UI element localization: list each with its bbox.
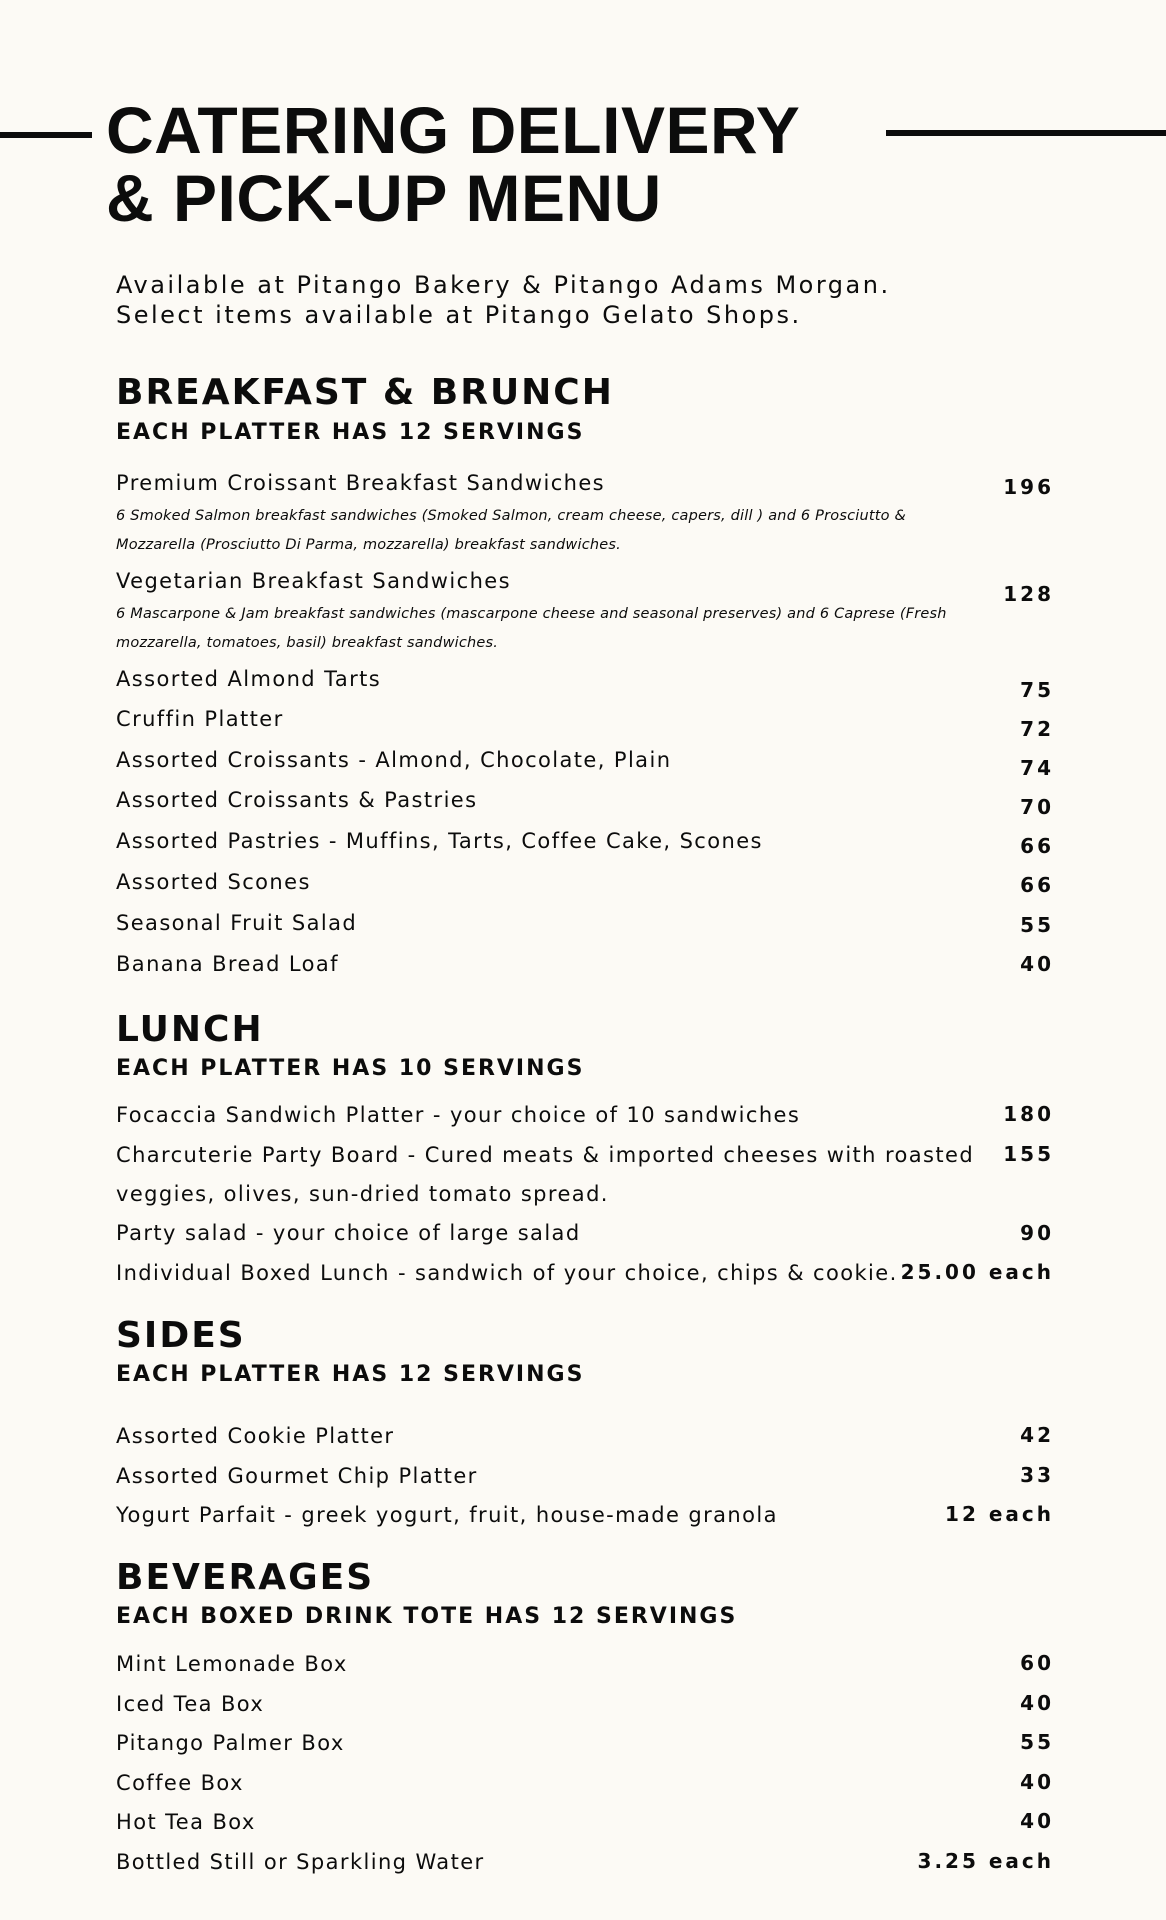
menu-item-price: 60: [1020, 1651, 1054, 1675]
menu-item-description: 6 Mascarpone & Jam breakfast sandwiches (mascarpone cheese and seasonal preserves) and 6 Caprese (Fresh mozzarella, tomatoes, basil) breakfast sandwiches.: [116, 606, 947, 651]
menu-item-name-continued: veggies, olives, sun-dried tomato spread.: [116, 1182, 609, 1206]
menu-item-price: 66: [1020, 873, 1054, 897]
menu-item-name: Charcuterie Party Board - Cured meats & imported cheeses with roasted: [116, 1143, 975, 1167]
menu-item-price: 90: [1020, 1221, 1054, 1245]
title-rule-left: [0, 132, 92, 138]
section-title-beverages: BEVERAGES: [116, 1557, 375, 1598]
menu-item-name: Party salad - your choice of large salad: [116, 1221, 581, 1245]
menu-item-name: Assorted Almond Tarts: [116, 667, 382, 691]
menu-item-price: 55: [1020, 913, 1054, 937]
menu-item-name: Assorted Pastries - Muffins, Tarts, Coffee Cake, Scones: [116, 829, 763, 853]
section-subtitle-lunch: EACH PLATTER HAS 10 SERVINGS: [116, 1056, 585, 1081]
menu-item-price: 12 each: [945, 1502, 1054, 1526]
menu-item-price: 55: [1020, 1730, 1054, 1754]
menu-item-name: Pitango Palmer Box: [116, 1731, 345, 1755]
menu-item-price: 75: [1020, 678, 1054, 702]
menu-item-name: Assorted Croissants - Almond, Chocolate, Plain: [116, 748, 672, 772]
menu-item-name: Individual Boxed Lunch - sandwich of your choice, chips & cookie.: [116, 1261, 898, 1285]
menu-item-name: Seasonal Fruit Salad: [116, 911, 358, 935]
intro-line2: Select items available at Pitango Gelato Shops.: [116, 301, 802, 329]
menu-item-description: 6 Smoked Salmon breakfast sandwiches (Smoked Salmon, cream cheese, capers, dill ) and 6 Prosciutto & Mozzarella (Prosciutto Di Parma, mozzarella) breakfast sandwiches.: [116, 508, 907, 553]
section-title-lunch: LUNCH: [116, 1009, 264, 1050]
menu-item-price: 40: [1020, 1770, 1054, 1794]
menu-item-price: 196: [1003, 475, 1054, 499]
menu-item-price: 3.25 each: [917, 1849, 1054, 1873]
menu-item-name: Mint Lemonade Box: [116, 1652, 348, 1676]
menu-item-name: Hot Tea Box: [116, 1810, 256, 1834]
menu-item-name: Banana Bread Loaf: [116, 952, 339, 976]
section-subtitle-sides: EACH PLATTER HAS 12 SERVINGS: [116, 1362, 585, 1387]
menu-item-price: 180: [1003, 1102, 1054, 1126]
section-title-breakfast: BREAKFAST & BRUNCH: [116, 372, 614, 413]
section-subtitle-breakfast: EACH PLATTER HAS 12 SERVINGS: [116, 420, 585, 445]
menu-item-price: 72: [1020, 717, 1054, 741]
menu-item-price: 66: [1020, 834, 1054, 858]
menu-item-price: 33: [1020, 1463, 1054, 1487]
menu-item-name: Iced Tea Box: [116, 1692, 265, 1716]
menu-item-price: 128: [1003, 582, 1054, 606]
menu-item-name: Premium Croissant Breakfast Sandwiches: [116, 471, 606, 495]
section-title-sides: SIDES: [116, 1315, 246, 1356]
menu-item-price: 25.00 each: [900, 1260, 1054, 1284]
menu-item-price: 70: [1020, 795, 1054, 819]
intro-line1: Available at Pitango Bakery & Pitango Adams Morgan.: [116, 271, 891, 299]
menu-item-name: Assorted Gourmet Chip Platter: [116, 1464, 478, 1488]
menu-item-name: Yogurt Parfait - greek yogurt, fruit, house-made granola: [116, 1503, 778, 1527]
menu-item-price: 155: [1003, 1142, 1054, 1166]
menu-item-name: Bottled Still or Sparkling Water: [116, 1850, 485, 1874]
menu-item-name: Cruffin Platter: [116, 707, 284, 731]
menu-item-price: 74: [1020, 756, 1054, 780]
menu-item-price: 42: [1020, 1423, 1054, 1447]
section-subtitle-beverages: EACH BOXED DRINK TOTE HAS 12 SERVINGS: [116, 1604, 738, 1629]
page-title: [106, 93, 801, 235]
menu-item-price: 40: [1020, 1691, 1054, 1715]
menu-item-price: 40: [1020, 952, 1054, 976]
title-rule-right: [886, 130, 1166, 136]
menu-item-name: Assorted Croissants & Pastries: [116, 788, 478, 812]
menu-item-name: Vegetarian Breakfast Sandwiches: [116, 569, 511, 593]
menu-item-name: Coffee Box: [116, 1771, 244, 1795]
menu-item-name: Assorted Cookie Platter: [116, 1424, 395, 1448]
page-title-line2: & PICK-UP MENU: [106, 161, 662, 235]
menu-item-name: Assorted Scones: [116, 870, 311, 894]
intro-text: [116, 270, 891, 330]
menu-item-name: Focaccia Sandwich Platter - your choice of 10 sandwiches: [116, 1103, 801, 1127]
menu-item-price: 40: [1020, 1809, 1054, 1833]
page-title-line1: CATERING DELIVERY: [106, 93, 801, 167]
